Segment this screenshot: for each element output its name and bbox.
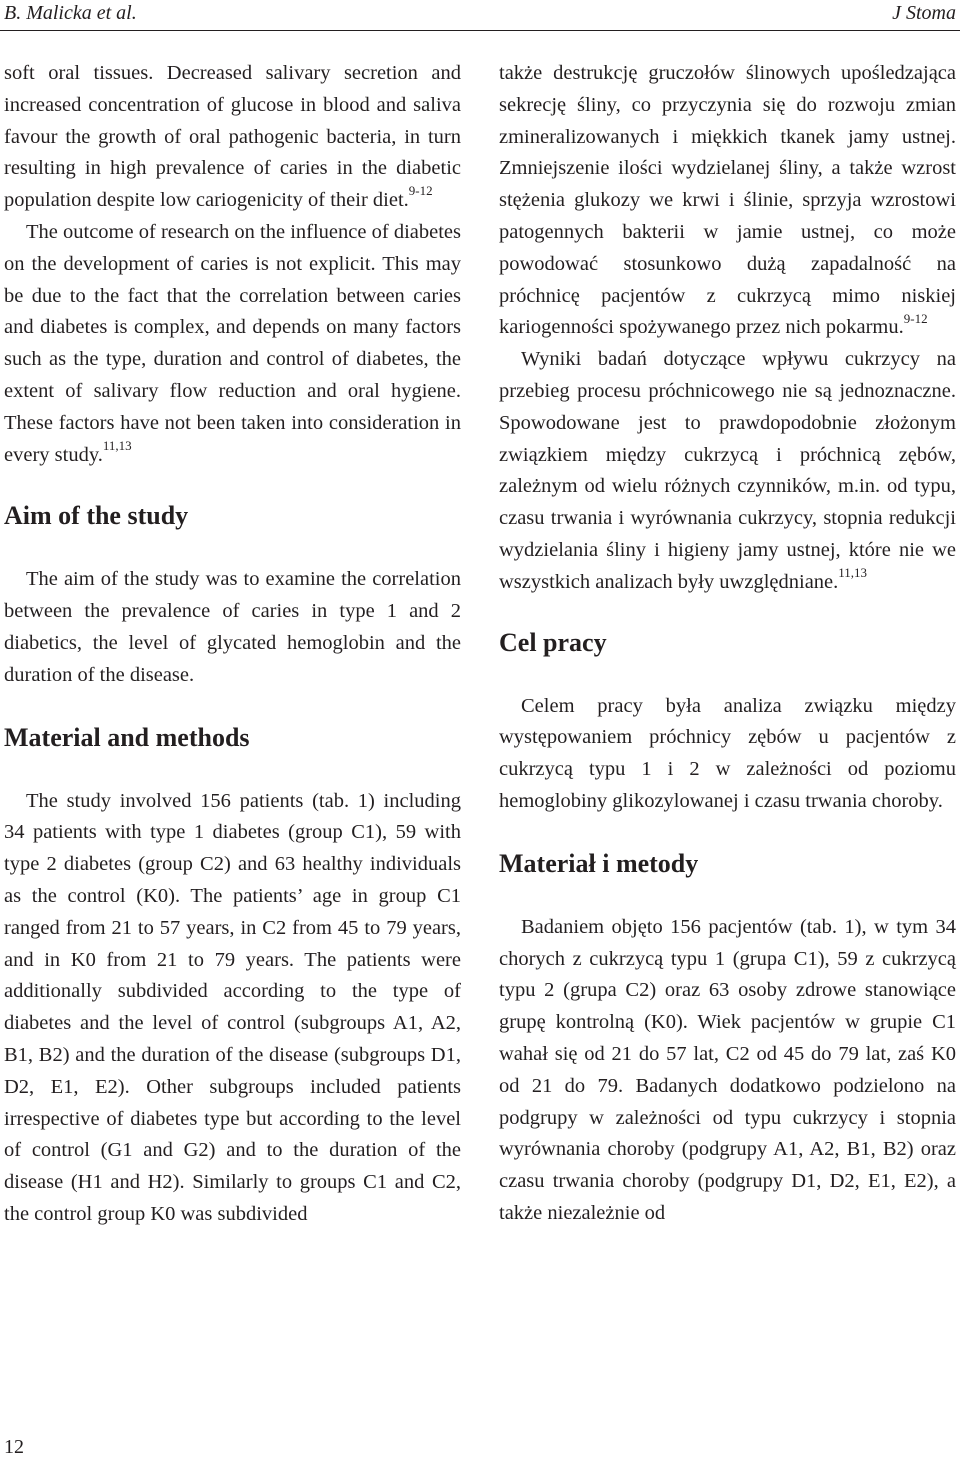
section-heading-aim: Aim of the study — [4, 501, 189, 531]
citation-ref: 11,13 — [838, 564, 868, 580]
outcome-paragraph — [4, 217, 461, 471]
outcome-text: The outcome of research on the influence of diabetes on the development of caries is not explicit. This may be due to the fact that the correlation between caries and diabetes is complex, and depends on many factors such as the type, duration and control of diabetes, the extent of salivary flow reduction and oral hygiene. These factors have not been taken into consideration in every study. — [4, 220, 461, 466]
methods-paragraph: The study involved 156 patients (tab. 1) including 34 patients with type 1 diabetes (group C1), 59 with type 2 diabetes (group C2) and 63 healthy individuals as the control (K0). The patients’ age in group C1 ranged from 21 to 57 years, in C2 from 45 to 79 years, and in K0 from 21 to 79 years. The patients were additionally subdivided according to the type of diabetes and the level of control (subgroups A1, A2, B1, B2) and the duration of the disease (subgroups D1, D2, E1, E2). Other subgroups included patients irrespective of diabetes type but according to the level of control (G1 and G2) and to the duration of the disease (H1 and H2). Similarly to groups C1 and C2, the control group K0 was subdivided — [4, 789, 461, 1225]
running-header — [4, 2, 956, 24]
section-heading-methods-pl: Materiał i metody — [499, 848, 699, 878]
header-journal: J Stoma — [892, 2, 956, 24]
aim-paragraph-pl: Celem pracy była analiza związku między występowaniem próchnicy zębów u pacjentów z cukrzycą typu 1 i 2 w zależności od poziomu hemoglobiny glikozylowanej i czasu trwania choroby. — [499, 694, 956, 812]
citation-ref: 9-12 — [408, 183, 433, 199]
page-number: 12 — [4, 1436, 24, 1458]
section-heading-aim-pl: Cel pracy — [499, 627, 607, 657]
outcome-text-pl: Wyniki badań dotyczące wpływu cukrzycy na przebieg procesu próchnicowego nie są jednoznaczne. Spowodowane jest to prawdopodobnie złożonym związkiem między cukrzycą i próchnicą zębów, zależnym od wielu różnych czynników, m.in. od typu, czasu trwania i wyrównania cukrzycy, stopnia redukcji wydzielania śliny i higieny jamy ustnej, które nie we wszystkich analizach były uwzględniane. — [499, 348, 956, 593]
intro-paragraph-end — [4, 58, 461, 217]
section-heading-methods: Material and methods — [4, 722, 250, 752]
intro-text: soft oral tissues. Decreased salivary secretion and increased concentration of glucose in blood and saliva favour the growth of oral pathogenic bacteria, in turn resulting in high prevalence of caries in the diabetic population despite low cariogenicity of their diet. — [4, 62, 461, 212]
citation-ref: 9-12 — [903, 310, 928, 326]
header-divider — [0, 30, 960, 31]
header-authors: B. Malicka et al. — [4, 2, 137, 24]
methods-paragraph-pl: Badaniem objęto 156 pacjentów (tab. 1), w tym 34 chorych z cukrzycą typu 1 (grupa C1), 59 z cukrzycą typu 2 (grupa C2) oraz 63 osoby zdrowe stanowiące grupę kontrolną (K0). Wiek pacjentów w grupie C1 wahał się od 21 do 57 lat, C2 od 45 do 79 lat, zaś K0 od 21 do 79. Badanych dodatkowo podzielono na podgrupy w zależności od typu cukrzycy i stopnia wyrównania choroby (podgrupy A1, A2, B1, B2) oraz czasu trwania choroby (podgrupy D1, D2, E1, E2), a także niezależnie od — [499, 915, 956, 1224]
intro-paragraph-end-pl — [499, 58, 956, 344]
citation-ref: 11,13 — [102, 437, 132, 453]
polish-column — [499, 58, 956, 1230]
aim-paragraph: The aim of the study was to examine the correlation between the prevalence of caries in type 1 and 2 diabetics, the level of glycated hemoglobin and the duration of the disease. — [4, 568, 461, 686]
intro-text-pl: także destrukcję gruczołów ślinowych upośledzająca sekrecję śliny, co przyczynia się do rozwoju zmian zmineralizowanych i miękkich tkanek jamy ustnej. Zmniejszenie ilości wydzielanej śliny, a także wzrost stężenia glukozy we krwi i ślinie, sprzyja wzrostowi patogennych bakterii w jamie ustnej, co może powodować stosunkowo dużą zapadalność na próchnicę pacjentów z cukrzycą mimo niskiej kariogenności spożywanego przez nich pokarmu. — [499, 62, 956, 339]
outcome-paragraph-pl — [499, 344, 956, 598]
english-column — [4, 58, 461, 1231]
